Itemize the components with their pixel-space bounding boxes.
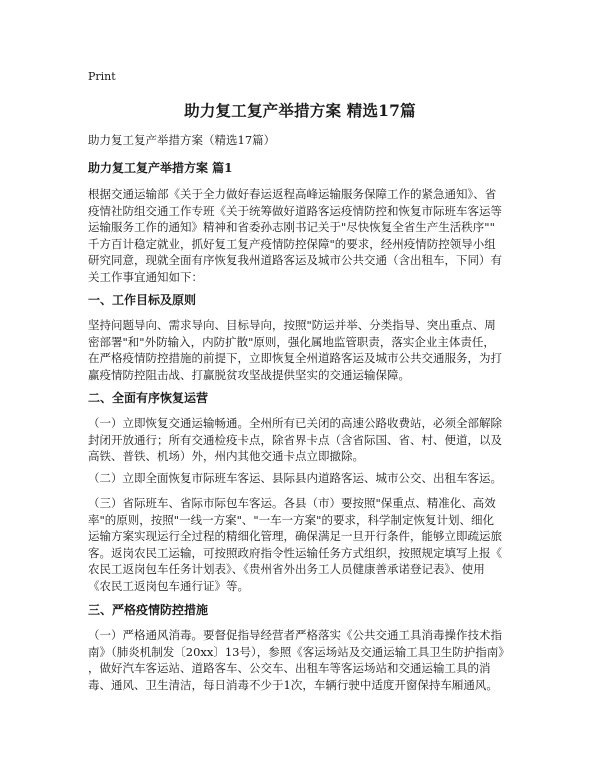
intro-paragraph bbox=[88, 186, 518, 286]
paragraph-line: 《农民工返岗包车通行证》等。 bbox=[88, 578, 249, 593]
paragraph-line: （一）立即恢复交通运输畅通。全州所有已关闭的高速公路收费站，必须全部解除 bbox=[88, 416, 502, 430]
print-label[interactable]: Print bbox=[88, 70, 116, 83]
paragraph-line: 客。返岗农民工运输，可按照政府指令性运输任务方式组织，按照规定填写上报《 bbox=[88, 545, 502, 560]
paragraph-line: 赢疫情防控阻击战、打赢脱贫攻坚战提供坚实的交通运输保障。 bbox=[88, 367, 410, 382]
page-subtitle: 助力复工复产举措方案（精选17篇） bbox=[88, 133, 276, 147]
paragraph-line: 根据交通运输部《关于全力做好春运返程高峰运输服务保障工作的紧急通知》、省 bbox=[88, 187, 497, 201]
paragraph-line: 封闭开放通行；所有交通检疫卡点，除省界卡点（含省际国、省、村、便道，以及 bbox=[88, 432, 502, 447]
paragraph-line: 研究同意，现就全面有序恢复我州道路客运及城市公共交通（含出租车，下同）有 bbox=[88, 253, 502, 268]
paragraph-line: 疫情社防组交通工作专班《关于统筹做好道路客运疫情防控和恢复市际班车客运等 bbox=[88, 203, 502, 218]
heading-resume-operations: 二、全面有序恢复运营 bbox=[88, 391, 209, 405]
paragraph-line: 率"的原则，按照"一线一方案"、"一车一方案"的要求，科学制定恢复计划、细化 bbox=[88, 512, 494, 527]
paragraph-line: 密部署"和"外防输入，内防扩散"原则，强化属地监管职责，落实企业主体责任， bbox=[88, 334, 495, 349]
paragraph-line: 运输服务工作的通知》精神和省委孙志刚书记关于"尽快恢复全省生产生活秩序"" bbox=[88, 220, 495, 235]
section-heading: 助力复工复产举措方案 篇1 bbox=[88, 161, 233, 175]
paragraph-line: （三）省际班车、省际市际包车客运。各县（市）要按照"保重点、精准化、高效 bbox=[88, 496, 496, 510]
paragraph-line: 坚持问题导向、需求导向、目标导向，按照"防运并举、分类指导、突出重点、周 bbox=[88, 318, 496, 332]
heading-goals-principles: 一、工作目标及原则 bbox=[88, 293, 197, 307]
paragraph-line: 运输方案实现运行全过程的精细化管理，确保满足一旦开行条件，能够立即疏运旅 bbox=[88, 529, 502, 544]
paragraph-line: ，做好汽车客运站、道路客车、公交车、出租车等客运场站和交通运输工具的消 bbox=[88, 661, 491, 676]
paragraph-restore-traffic bbox=[88, 415, 518, 465]
paragraph-line: 南》（肺炎机制发〔20xx〕13号），参照《客运场站及交通运输工具卫生防护指南》 bbox=[88, 644, 510, 659]
paragraph-line: 农民工返岗包车任务计划表》、《贵州省外出务工人员健康善承诺登记表》、使用 bbox=[88, 562, 485, 577]
paragraph-charter-transport bbox=[88, 495, 518, 595]
paragraph-line: 毒、通风、卫生清洁，每日消毒不少于1次，车辆行驶中适度开窗保持车厢通风。 bbox=[88, 677, 498, 692]
paragraph-ventilation-disinfection bbox=[88, 627, 518, 693]
paragraph-line: 关工作事宜通知如下： bbox=[88, 269, 203, 284]
paragraph-restore-passenger bbox=[88, 470, 518, 487]
heading-epidemic-control: 三、严格疫情防控措施 bbox=[88, 603, 209, 617]
page-title: 助力复工复产举措方案 精选17篇 bbox=[184, 101, 416, 120]
paragraph-line: （二）立即全面恢复市际班车客运、县际县内道路客运、城市公交、出租车客运。 bbox=[88, 471, 502, 485]
paragraph-line: 千方百计稳定就业，抓好复工复产疫情防控保障"的要求，经州疫情防控领导小组 bbox=[88, 236, 496, 251]
paragraph-line: 高铁、普铁、机场）外，州内其他交通卡点立即撤除。 bbox=[88, 449, 364, 464]
paragraph-line: 在严格疫情防控措施的前提下，立即恢复全州道路客运及城市公共交通服务，为打 bbox=[88, 351, 502, 366]
paragraph-goals bbox=[88, 317, 518, 383]
paragraph-line: （一）严格通风消毒。要督促指导经营者严格落实《公共交通工具消毒操作技术指 bbox=[88, 628, 502, 642]
